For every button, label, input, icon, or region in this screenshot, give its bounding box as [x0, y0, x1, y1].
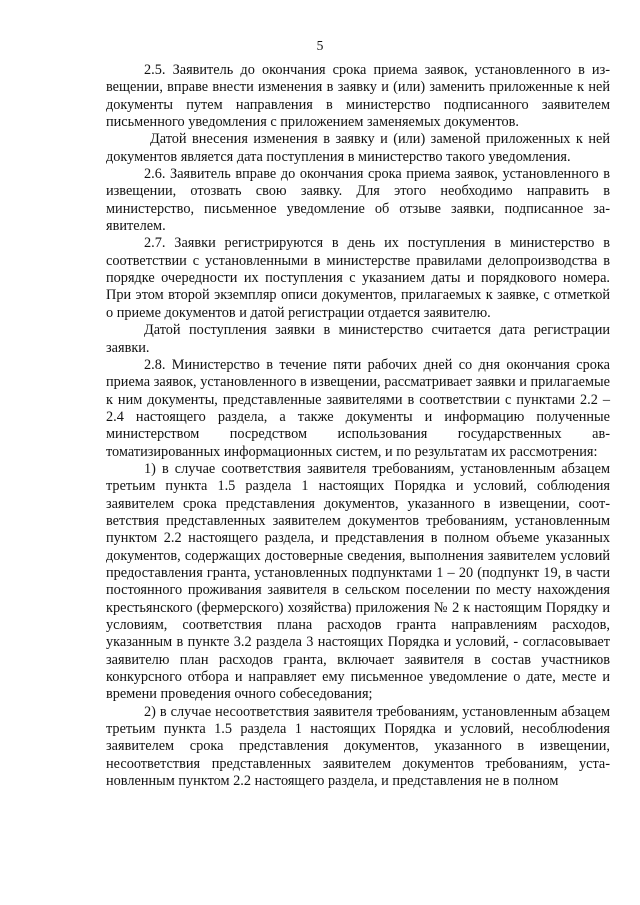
paragraph-2-6: 2.6. Заявитель вправе до окончания срока приема заявок, установленного в извещении, отозвать свою заявку. Для этого необходимо направить в министерство, письменное уведомление об отзыве заявки, подписанное заявителем. [106, 166, 610, 235]
page-number: 5 [316, 38, 324, 53]
paragraph-2-7-receipt-date: Датой поступления заявки в министерство считается дата регистрации заявки. [106, 322, 610, 356]
document-body [106, 62, 610, 790]
paragraph-2-7: 2.7. Заявки регистрируются в день их поступления в министерство в соответствии с установленными в министерстве правилами делопроизводства в порядке очередности их поступления с указанием даты и порядкового номера. При этом второй экземпляр описи документов, прилагаемых к заявке, с отметкой о приеме документов и датой регистрации отдается заявителю. [106, 235, 610, 321]
paragraph-2-5: 2.5. Заявитель до окончания срока приема заявок, установленного в извещении, вправе внести изменения в заявку и (или) заменить приложенные к ней документы путем направления в министерство подписанного заявителем письменного уведомления с приложением заменяемых документов. [106, 62, 610, 131]
paragraph-2-8-item-2: 2) в случае несоответствия заявителя требованиям, установленным абзацем третьим пункта 1.5 раздела 1 настоящих Порядка и условий, несоблюdения заявителем срока представления документов, указанного в извещении, несоответствия представленных заявителем документов требованиям, установленным пунктом 2.2 настоящего раздела, и представления не в полном [106, 703, 610, 790]
paragraph-2-5-change-date: Датой внесения изменения в заявку и (или) заменой приложенных к ней документов является дата поступления в министерство такого уведомления. [106, 131, 610, 165]
paragraph-2-8: 2.8. Министерство в течение пяти рабочих дней со дня окончания срока приема заявок, установленного в извещении, рассматривает заявки и прилагаемые к ним документы, представленные заявителями в соответствии с пунктами 2.2 – 2.4 настоящего раздела, а также документы и информацию полученные министерством посредством использования государственных автоматизированных информационных систем, и по результатам их рассмотрения: [106, 356, 610, 460]
paragraph-2-8-item-1: 1) в случае соответствия заявителя требованиям, установленным абзацем третьим пункта 1.5 раздела 1 настоящих Порядка и условий, соблюдения заявителем срока представления документов, указанного в извещении, соответствия представленных заявителем документов требованиям, установленным пунктом 2.2 настоящего раздела, и представления в полном объеме указанных документов, содержащих достоверные сведения, выполнения заявителем условий предоставления гранта, установленных подпунктами 1 – 20 (подпункт 19, в части постоянного проживания заявителя в сельском поселении по месту нахождения крестьянского (фермерского) хозяйства) приложения № 2 к настоящим Порядку и условиям, соответствия плана расходов гранта направлениям расходов, указанным в пункте 3.2 раздела 3 настоящих Порядка и условий, - согласовывает заявителю план расходов гранта, включает заявителя в состав участников конкурсного отбора и направляет ему письменное уведомление о дате, месте и времени проведения очного собеседования; [106, 460, 610, 703]
